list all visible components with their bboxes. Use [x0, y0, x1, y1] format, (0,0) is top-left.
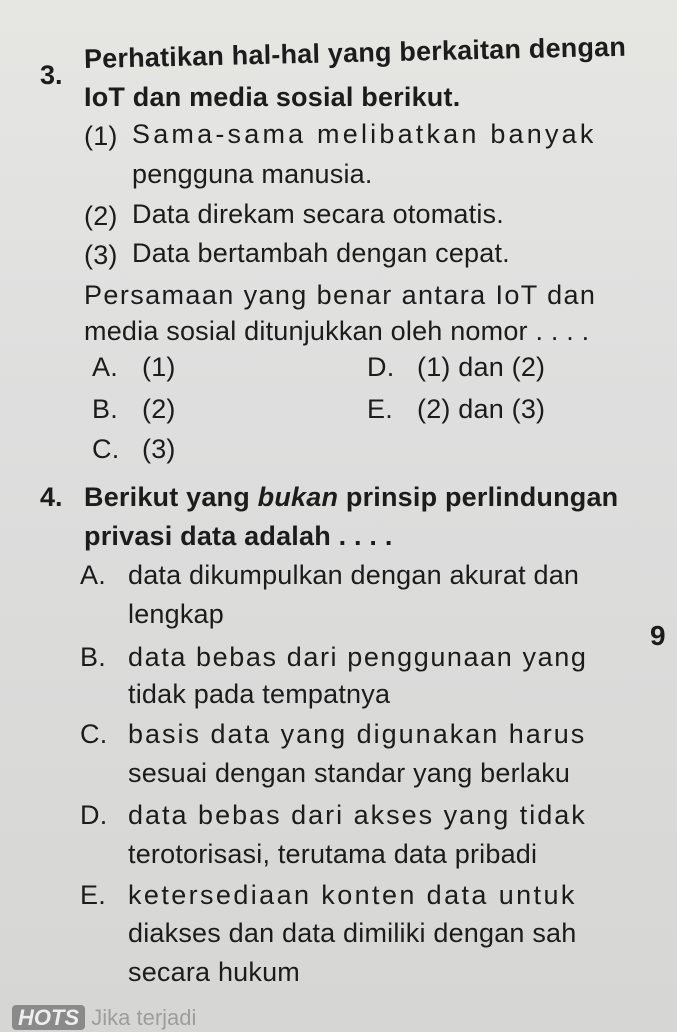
- q3-item-1-label: (1): [84, 121, 118, 151]
- q3-prompt-line-1: Persamaan yang benar antara IoT dan: [84, 280, 597, 310]
- q3-option-c-text: (3): [142, 434, 176, 464]
- q4-option-b-line-1: data bebas dari penggunaan yang: [128, 642, 588, 672]
- q4-option-a-line-2: lengkap: [128, 599, 224, 629]
- q4-stem-italic: bukan: [257, 482, 339, 512]
- q4-stem-line-1: [84, 480, 618, 514]
- hots-footer-text: Jika terjadi: [91, 1005, 197, 1030]
- q3-item-3-label: (3): [84, 240, 118, 270]
- q4-option-d-line-1: data bebas dari akses yang tidak: [128, 800, 587, 830]
- q3-item-1-line-1: Sama-sama melibatkan banyak: [132, 119, 597, 149]
- q4-option-a-letter: A.: [80, 560, 106, 590]
- q3-number: 3.: [40, 60, 63, 90]
- q3-option-b-text: (2): [142, 394, 176, 424]
- q4-option-c-line-1: basis data yang digunakan harus: [128, 719, 587, 749]
- q4-stem-pre: Berikut yang: [84, 482, 258, 512]
- q4-option-b-line-2: tidak pada tempatnya: [128, 679, 391, 709]
- q4-option-e-letter: E.: [80, 880, 106, 910]
- q3-option-b-letter: B.: [92, 394, 118, 424]
- margin-page-mark: 9: [650, 620, 666, 651]
- q3-item-1-line-2: pengguna manusia.: [132, 159, 373, 189]
- q4-option-e-line-1: ketersediaan konten data untuk: [128, 880, 577, 910]
- q3-option-a-letter: A.: [92, 352, 118, 382]
- hots-badge: HOTS: [12, 1005, 85, 1030]
- q3-stem-line-1: Perhatikan hal-hal yang berkaitan dengan: [83, 31, 627, 74]
- q4-option-c-letter: C.: [80, 719, 108, 749]
- q3-option-c-letter: C.: [92, 434, 120, 464]
- q3-option-e-letter: E.: [367, 394, 393, 424]
- q3-item-2-label: (2): [84, 201, 118, 231]
- q3-item-3-text: Data bertambah dengan cepat.: [132, 238, 510, 268]
- q4-stem-post: prinsip perlindungan: [338, 482, 619, 512]
- q3-option-d-text: (1) dan (2): [417, 352, 546, 382]
- q3-option-d-letter: D.: [367, 352, 395, 382]
- q3-option-a-text: (1): [142, 352, 176, 382]
- q4-option-d-letter: D.: [80, 800, 108, 830]
- q4-stem-line-2: privasi data adalah . . . .: [84, 521, 393, 551]
- q3-item-2-text: Data direkam secara otomatis.: [132, 199, 504, 229]
- q4-option-e-line-3: secara hukum: [128, 957, 300, 987]
- q4-option-b-letter: B.: [80, 642, 106, 672]
- hots-footer: [12, 1005, 196, 1031]
- q4-option-a-line-1: data dikumpulkan dengan akurat dan: [128, 560, 580, 590]
- q3-prompt-line-2: media sosial ditunjukkan oleh nomor . . . .: [84, 316, 590, 346]
- q3-stem-line-2: IoT dan media sosial berikut.: [84, 82, 461, 112]
- q4-option-c-line-2: sesuai dengan standar yang berlaku: [128, 758, 571, 788]
- q4-option-e-line-2: diakses dan data dimiliki dengan sah: [128, 918, 577, 948]
- q4-number: 4.: [40, 482, 63, 512]
- q4-option-d-line-2: terotorisasi, terutama data pribadi: [128, 839, 538, 869]
- q3-option-e-text: (2) dan (3): [417, 394, 546, 424]
